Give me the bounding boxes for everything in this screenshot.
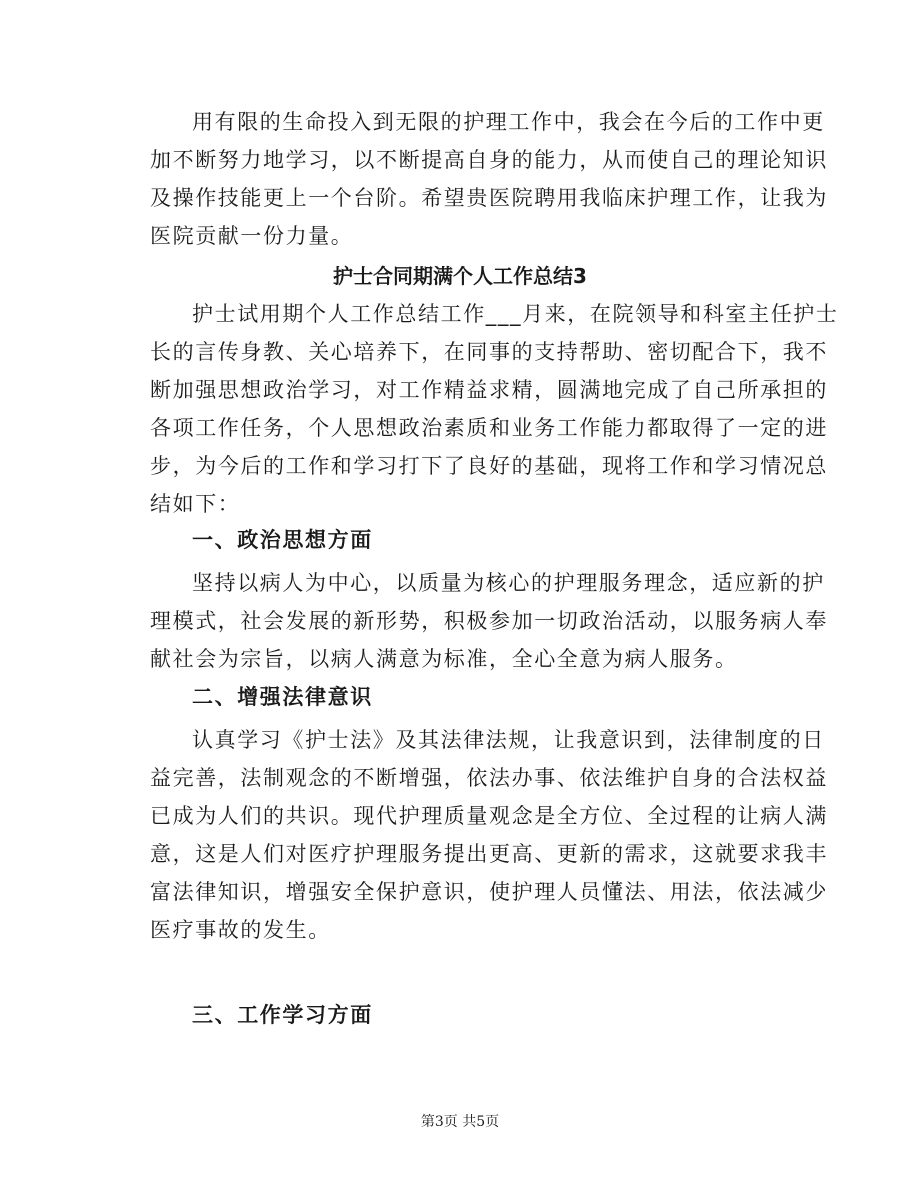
intro-line-1: 用有限的生命投入到无限的护理工作中，我会在今后的工作中更 bbox=[192, 110, 825, 134]
section-2-line-6: 医疗事故的发生。 bbox=[150, 918, 331, 942]
intro-line-2: 加不断努力地学习，以不断提高自身的能力，从而使自己的理论知识 bbox=[150, 148, 828, 172]
intro-line-3: 及操作技能更上一个台阶。希望贵医院聘用我临床护理工作，让我为 bbox=[150, 186, 828, 210]
summary-line-4: 各项工作任务，个人思想政治素质和业务工作能力都取得了一定的进 bbox=[150, 416, 828, 440]
summary-line-3: 断加强思想政治学习，对工作精益求精，圆满地完成了自己所承担的 bbox=[150, 378, 828, 402]
section-1-line-3: 献社会为宗旨，以病人满意为标准，全心全意为病人服务。 bbox=[150, 647, 738, 671]
summary-line-2: 长的言传身教、关心培养下，在同事的支持帮助、密切配合下，我不 bbox=[150, 340, 828, 364]
section-2-line-5: 富法律知识，增强安全保护意识，使护理人员懂法、用法，依法减少 bbox=[150, 880, 828, 904]
section-2-heading: 二、增强法律意识 bbox=[192, 685, 373, 709]
section-1-line-1: 坚持以病人为中心，以质量为核心的护理服务理念，适应新的护 bbox=[192, 571, 825, 595]
section-2-line-1: 认真学习《护士法》及其法律法规，让我意识到，法律制度的日 bbox=[192, 728, 825, 752]
summary-line-1: 护士试用期个人工作总结工作___月来，在院领导和科室主任护士 bbox=[192, 302, 839, 326]
summary-line-6: 结如下： bbox=[150, 492, 241, 516]
intro-line-4: 医院贡献一份力量。 bbox=[150, 224, 354, 248]
section-2-line-2: 益完善，法制观念的不断增强，依法办事、依法维护自身的合法权益 bbox=[150, 766, 828, 790]
section-2-line-4: 意，这是人们对医疗护理服务提出更高、更新的需求，这就要求我丰 bbox=[150, 842, 828, 866]
section-1-line-2: 理模式，社会发展的新形势，积极参加一切政治活动，以服务病人奉 bbox=[150, 609, 828, 633]
section-3-heading: 三、工作学习方面 bbox=[192, 1003, 373, 1027]
summary-line-5: 步，为今后的工作和学习打下了良好的基础，现将工作和学习情况总 bbox=[150, 454, 828, 478]
page-number-footer: 第3页 共5页 bbox=[420, 1114, 500, 1130]
document-title: 护士合同期满个人工作总结3 bbox=[333, 264, 587, 288]
section-1-heading: 一、政治思想方面 bbox=[192, 528, 373, 552]
section-2-line-3: 已成为人们的共识。现代护理质量观念是全方位、全过程的让病人满 bbox=[150, 804, 828, 828]
